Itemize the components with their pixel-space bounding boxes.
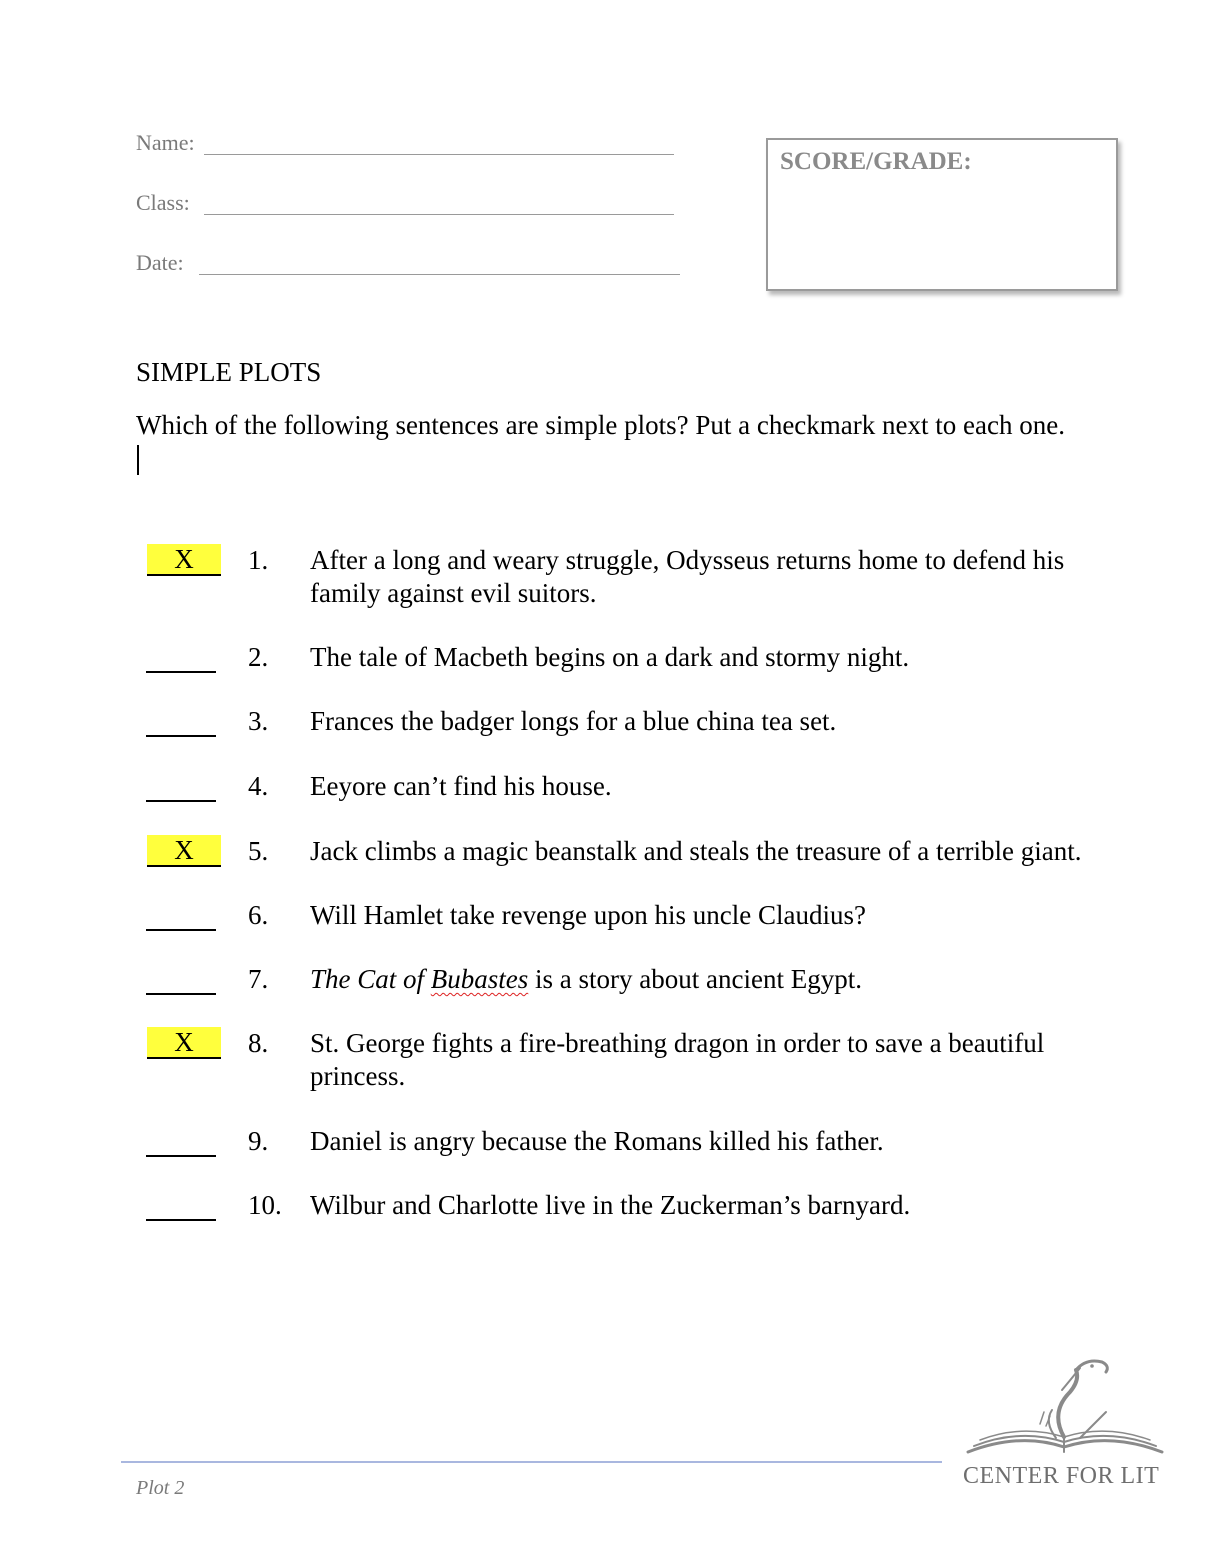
book-title-part-2: Bubastes <box>430 964 529 994</box>
instructions-text: Which of the following sentences are simple plots? Put a checkmark next to each one. <box>136 410 1065 440</box>
answer-blank-3[interactable] <box>146 705 216 737</box>
name-label: Name: <box>136 130 195 155</box>
item-number-5: 5. <box>248 836 269 866</box>
item-text-10: Wilbur and Charlotte live in the Zuckerman’s barnyard. <box>310 1190 911 1220</box>
answer-blank-6[interactable] <box>146 899 216 931</box>
item-number-9: 9. <box>248 1126 269 1156</box>
item-number-6: 6. <box>248 900 269 930</box>
item-text-8: St. George fights a fire-breathing dragon in order to save a beautiful princess. <box>310 1028 1045 1091</box>
answer-blank-2[interactable] <box>146 641 216 673</box>
answer-blank-1[interactable]: X <box>147 544 221 576</box>
item-number-4: 4. <box>248 771 269 801</box>
name-line[interactable] <box>204 154 674 155</box>
answer-blank-4[interactable] <box>146 770 216 802</box>
score-grade-label: SCORE/GRADE: <box>780 148 972 175</box>
footer-divider <box>121 1461 942 1463</box>
item-text-3: Frances the badger longs for a blue china tea set. <box>310 706 837 736</box>
answer-blank-8[interactable]: X <box>147 1027 221 1059</box>
item-number-3: 3. <box>248 706 269 736</box>
answer-blank-7[interactable] <box>146 963 216 995</box>
item-number-7: 7. <box>248 964 269 994</box>
item-number-10: 10. <box>248 1190 282 1220</box>
answer-blank-9[interactable] <box>146 1125 216 1157</box>
item-text-7-rest: is a story about ancient Egypt. <box>528 964 862 994</box>
item-text-5: Jack climbs a magic beanstalk and steals the treasure of a terrible giant. <box>310 836 1082 866</box>
answer-blank-10[interactable] <box>146 1189 216 1221</box>
item-number-1: 1. <box>248 545 269 575</box>
score-grade-box[interactable] <box>766 138 1118 291</box>
item-number-8: 8. <box>248 1028 269 1058</box>
logo-text: CENTER FOR LIT <box>963 1463 1160 1489</box>
instructions[interactable] <box>136 408 1066 478</box>
item-text-1: After a long and weary struggle, Odysseus returns home to defend his family against evil suitors. <box>310 545 1065 608</box>
answer-blank-5[interactable]: X <box>147 835 221 867</box>
item-number-2: 2. <box>248 642 269 672</box>
text-cursor <box>137 445 139 475</box>
pelican-book-icon <box>960 1352 1170 1462</box>
page-label: Plot 2 <box>136 1477 185 1499</box>
item-text-6: Will Hamlet take revenge upon his uncle Claudius? <box>310 900 867 930</box>
item-text-4: Eeyore can’t find his house. <box>310 771 612 801</box>
date-line[interactable] <box>199 274 680 275</box>
class-line[interactable] <box>204 214 674 215</box>
date-label: Date: <box>136 250 184 275</box>
class-label: Class: <box>136 190 190 215</box>
worksheet-title: SIMPLE PLOTS <box>136 357 322 387</box>
item-text-9: Daniel is angry because the Romans killed his father. <box>310 1126 884 1156</box>
item-text-2: The tale of Macbeth begins on a dark and stormy night. <box>310 642 910 672</box>
book-title-part-1: The Cat of <box>310 964 431 994</box>
center-for-lit-logo <box>960 1352 1170 1492</box>
item-text-7 <box>310 963 1130 996</box>
